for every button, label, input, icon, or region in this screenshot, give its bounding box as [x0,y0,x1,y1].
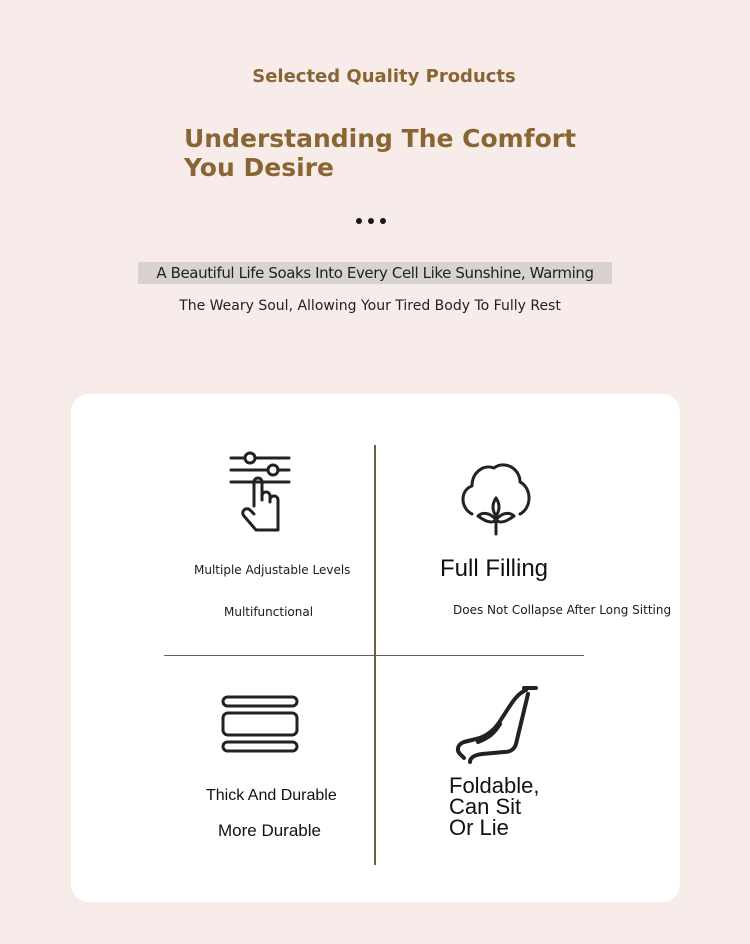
cotton-icon [458,458,534,538]
filling-title: Full Filling [440,555,549,582]
eyebrow-text: Selected Quality Products [252,66,516,87]
subtitle-line-2: The Weary Soul, Allowing Your Tired Body To Fully Rest [179,298,561,314]
foldable-line-1: Foldable, [449,773,540,798]
features-card [71,394,680,902]
filling-subtitle: Does Not Collapse After Long Sitting [453,603,672,617]
dots-divider [356,218,386,224]
layers-icon [220,694,300,754]
headline [184,124,576,182]
horizontal-divider [164,655,584,656]
adjust-hand-icon [226,450,296,538]
subtitle-line-1: A Beautiful Life Soaks Into Every Cell Like Sunshine, Warming [138,262,612,284]
foldable-line-2: Can Sit [449,794,522,819]
headline-line-1: Understanding The Comfort [184,124,577,153]
foldable-line-3: Or Lie [449,815,509,840]
adjustable-label-2: Multifunctional [224,605,314,619]
dot [356,218,362,224]
seat-icon [454,684,540,764]
headline-line-2: You Desire [184,153,334,182]
durable-label-1: Thick And Durable [206,787,337,804]
adjustable-label-1: Multiple Adjustable Levels [194,563,351,577]
dot [380,218,386,224]
foldable-text [449,775,540,838]
durable-label-2: More Durable [218,821,321,840]
dot [368,218,374,224]
